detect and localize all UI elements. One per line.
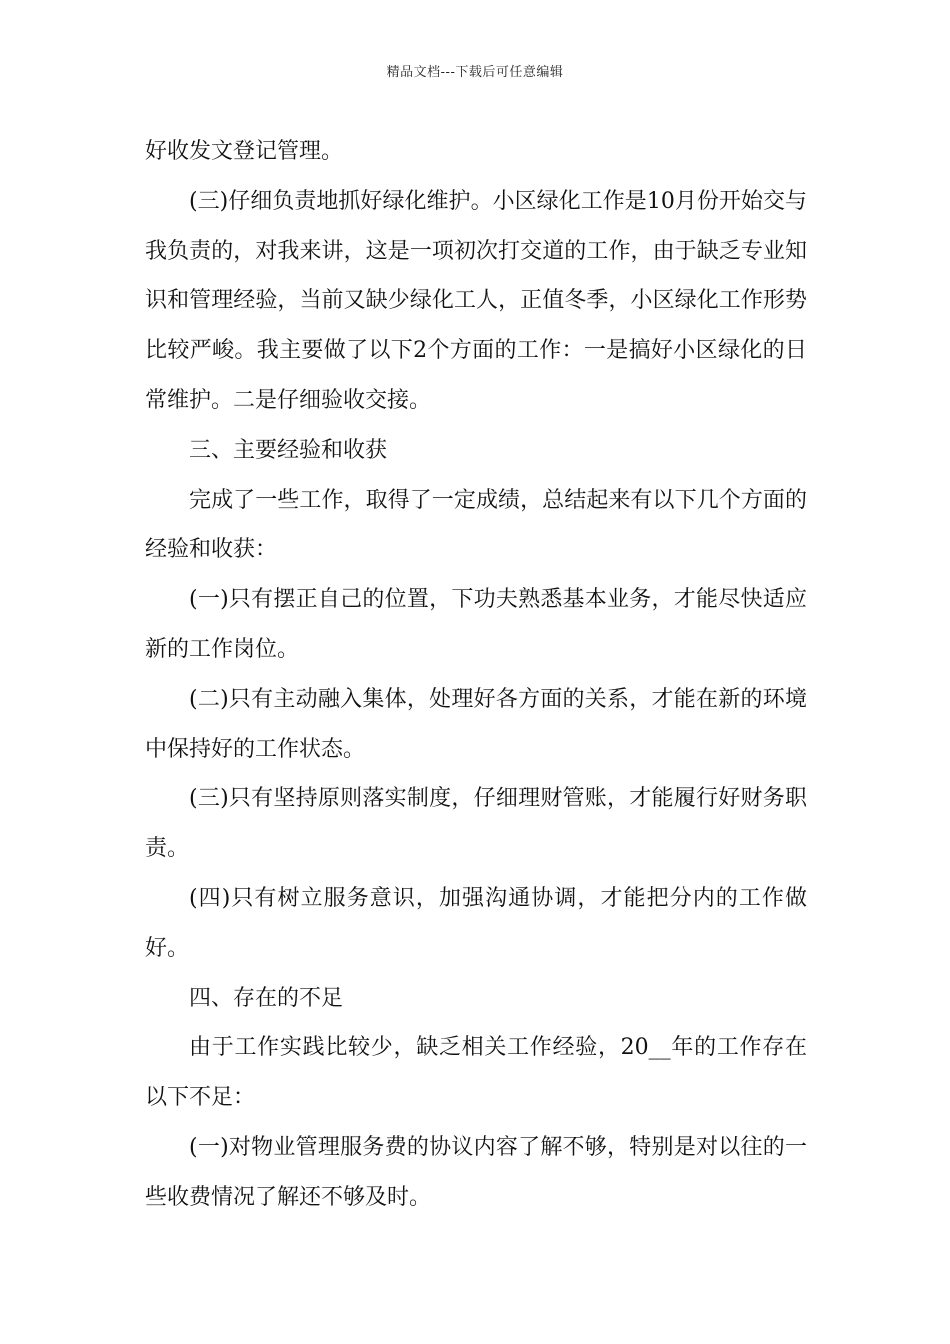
document-body: [145, 127, 807, 1223]
paragraph-experience-1: (一)只有摆正自己的位置，下功夫熟悉基本业务，才能尽快适应新的工作岗位。: [145, 587, 807, 662]
paragraph-continuation: 好收发文登记管理。: [145, 139, 344, 164]
paragraph-greening-maintenance: (三)仔细负责地抓好绿化维护。小区绿化工作是10月份开始交与我负责的，对我来讲，这是一项初次打交道的工作，由于缺乏专业知识和管理经验，当前又缺少绿化工人，正值冬季，小区绿化工作形势比较严峻。我主要做了以下2个方面的工作：一是搞好小区绿化的日常维护。二是仔细验收交接。: [145, 188, 807, 413]
paragraph-experience-4: (四)只有树立服务意识，加强沟通协调，才能把分内的工作做好。: [145, 885, 807, 961]
paragraph-shortcoming-1: (一)对物业管理服务费的协议内容了解不够，特别是对以往的一些收费情况了解还不够及时。: [145, 1134, 807, 1210]
section-heading-shortcomings: 四、存在的不足: [189, 985, 344, 1011]
paragraph-experience-3: (三)只有坚持原则落实制度，仔细理财管账，才能履行好财务职责。: [145, 786, 807, 862]
paragraph-experience-intro: 完成了一些工作，取得了一定成绩，总结起来有以下几个方面的经验和收获：: [145, 487, 807, 563]
paragraph-shortcomings-intro: 由于工作实践比较少，缺乏相关工作经验，20__年的工作存在以下不足：: [145, 1035, 807, 1111]
section-heading-experience: 三、主要经验和收获: [189, 437, 388, 463]
page-header: 精品文档---下载后可任意编辑: [386, 65, 564, 80]
paragraph-experience-2: (二)只有主动融入集体，处理好各方面的关系，才能在新的环境中保持好的工作状态。: [145, 686, 807, 762]
